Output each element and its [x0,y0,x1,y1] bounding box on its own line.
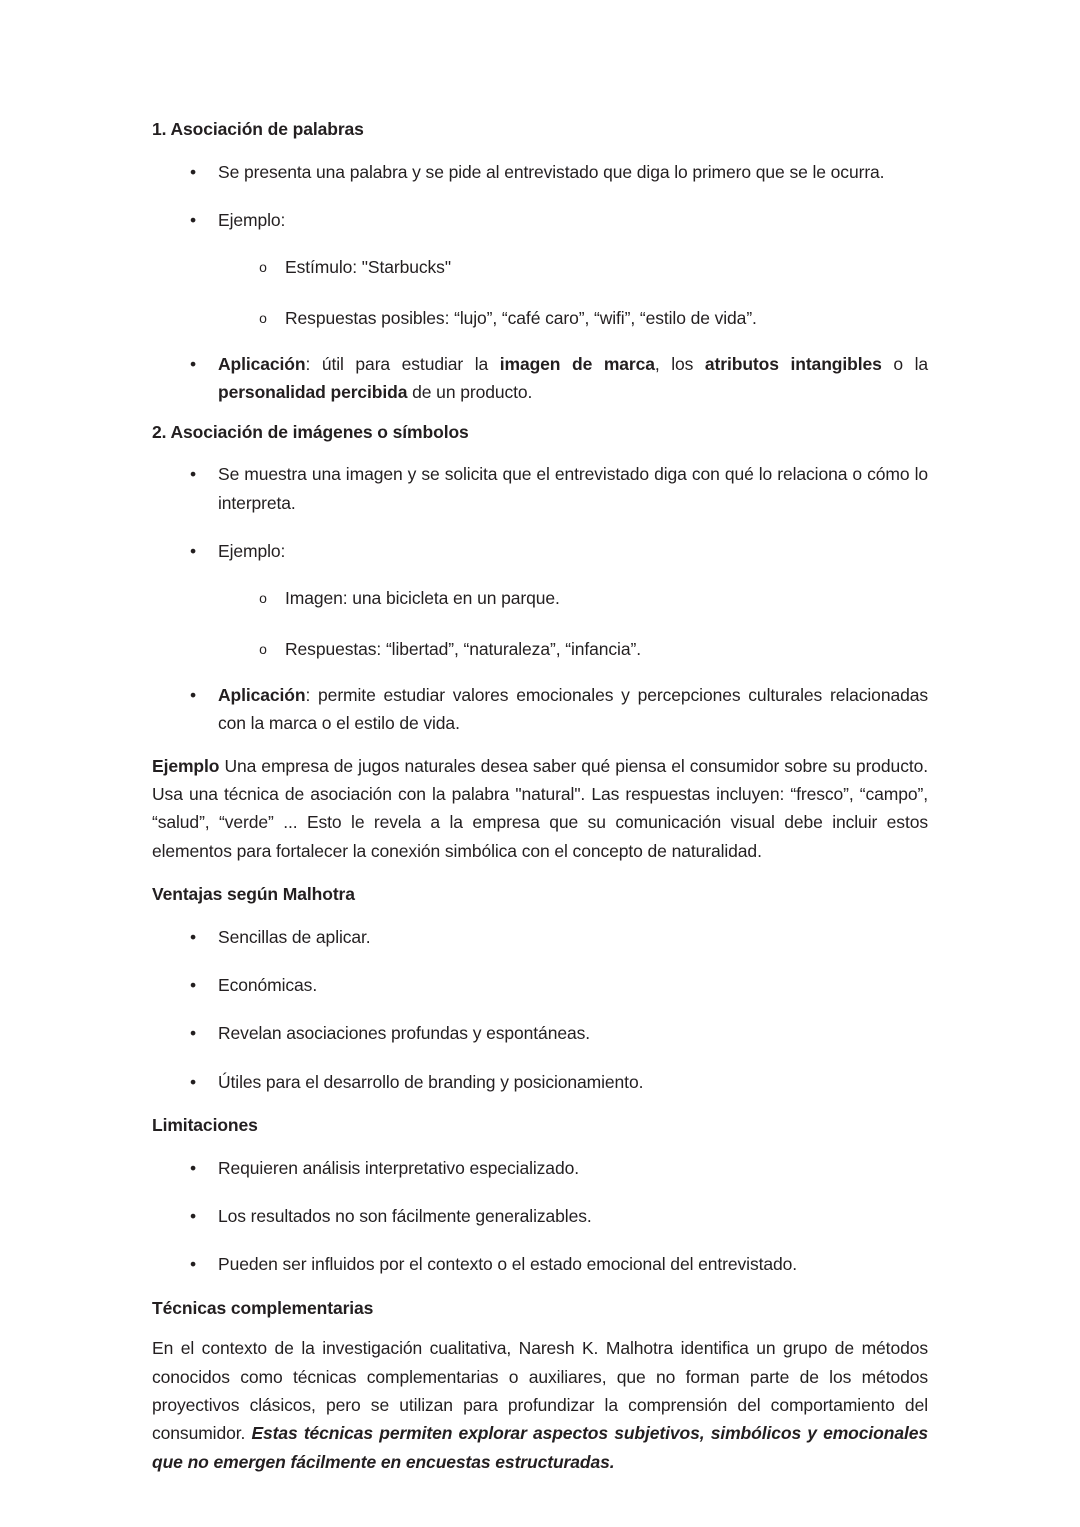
bullet-disc-icon: • [189,1071,197,1092]
bullet-disc-icon: • [189,1023,197,1044]
list-item [152,1154,928,1182]
sub-list-item [218,304,928,332]
list-item-text: Ejemplo: [218,541,286,561]
list-item [152,537,928,663]
bullet-disc-icon: • [189,209,197,230]
list-item [152,1068,928,1096]
list-item-text: Se presenta una palabra y se pide al entrevistado que diga lo primero que se le ocurra. [218,161,885,182]
list-block-limitations [152,1154,928,1279]
bullet-list-section1 [152,158,928,407]
sub-list-item [218,635,928,663]
complementary-text-plain: En el contexto de la investigación cualitativa, Naresh K. Malhotra identifica un grupo de métodos conocidos como técnicas complementarias o auxiliares, que no forman parte de los métodos proyectivos clásicos, pero se utilizan para profundizar la comprensión del comportamiento del consumidor. [152,1338,928,1444]
application-text-4: de un producto. [407,382,533,403]
sub-list-item [218,584,928,612]
list-item-application [152,350,928,407]
complementary-text-emphasis: Estas técnicas permiten explorar aspectos subjetivos, simbólicos y emocionales que no emergen fácilmente en encuestas estructuradas. [152,1423,929,1472]
bullet-disc-icon: • [189,975,197,996]
list-item-text: Ejemplo: [218,209,286,230]
list-item [152,1250,928,1278]
bullet-disc-icon: • [189,541,197,561]
application-bold-3: personalidad percibida [218,382,408,403]
application-text: : permite estudiar valores emocionales y percepciones culturales relacionadas con la marca o el estilo de vida. [218,685,928,734]
bullet-disc-icon: • [189,1157,197,1178]
list-block-advantages [152,923,928,1096]
limitations-list [152,1154,928,1279]
complementary-heading: Técnicas complementarias [152,1297,374,1318]
list-item-application [152,681,928,738]
bullet-circle-icon: o [259,259,267,276]
bullet-list-section2 [152,460,928,737]
section-heading-asociacion-palabras: 1. Asociación de palabras [152,119,364,139]
list-item [152,923,928,951]
list-block-section1 [152,158,928,407]
list-item-text: Se muestra una imagen y se solicita que el entrevistado diga con qué lo relaciona o cómo lo interpreta. [218,464,928,513]
sub-bullet-list-section1 [218,253,928,332]
application-text-3: o la [881,354,929,374]
document-body [152,118,928,1476]
list-item [152,971,928,999]
advantages-heading: Ventajas según Malhotra [152,884,355,905]
list-item [152,158,928,186]
bullet-disc-icon: • [189,161,197,182]
advantages-list [152,923,928,1096]
bullet-circle-icon: o [259,640,267,657]
section-heading-asociacion-imagenes: 2. Asociación de imágenes o símbolos [152,421,469,442]
bullet-disc-icon: • [189,926,197,947]
application-bold-2: atributos intangibles [704,354,882,374]
application-label: Aplicación [218,685,306,706]
list-item-text: Económicas. [218,975,318,996]
list-item-text: Útiles para el desarrollo de branding y posicionamiento. [218,1071,644,1092]
sub-list-item-text: Respuestas: “libertad”, “naturaleza”, “infancia”. [285,638,641,659]
list-item-text: Requieren análisis interpretativo especializado. [218,1157,579,1178]
list-item [152,1019,928,1047]
list-item-text: Revelan asociaciones profundas y espontáneas. [218,1023,590,1044]
bullet-disc-icon: • [189,1206,197,1227]
bullet-disc-icon: • [189,685,197,706]
limitations-heading: Limitaciones [152,1115,258,1136]
sub-list-item [218,253,928,281]
application-bold-1: imagen de marca [499,354,655,374]
list-item-text: Sencillas de aplicar. [218,926,371,947]
bullet-disc-icon: • [189,354,197,374]
list-block-section2 [152,460,928,737]
bullet-disc-icon: • [189,464,197,485]
application-text-2: , los [654,354,705,374]
application-text-1: : útil para estudiar la [305,354,500,374]
sub-list-item-text: Imagen: una bicicleta en un parque. [285,588,560,609]
list-item [152,206,928,332]
example-label: Ejemplo [152,755,220,776]
complementary-paragraph [152,1334,928,1476]
list-item-text: Pueden ser influidos por el contexto o el estado emocional del entrevistado. [218,1254,798,1275]
application-label: Aplicación [218,354,306,374]
list-item [152,460,928,517]
list-item [152,1202,928,1230]
sub-bullet-list-section2 [218,584,928,663]
sub-list-item-text: Respuestas posibles: “lujo”, “café caro”, “wifi”, “estilo de vida”. [285,307,757,328]
bullet-circle-icon: o [259,309,267,326]
sub-list-item-text: Estímulo: "Starbucks" [285,257,451,278]
bullet-circle-icon: o [259,590,267,607]
list-item-text: Los resultados no son fácilmente generalizables. [218,1206,592,1227]
bullet-disc-icon: • [189,1254,197,1275]
example-text: Una empresa de jugos naturales desea saber qué piensa el consumidor sobre su producto. Usa una técnica de asociación con la palabra "natural". Las respuestas incluyen: “fresco”, “campo”, “salud”, “verde” ... Esto le revela a la empresa que su comunicación visual debe incluir estos elementos para fortalecer la conexión simbólica con el concepto de naturalidad. [152,755,928,861]
example-paragraph [152,752,928,865]
